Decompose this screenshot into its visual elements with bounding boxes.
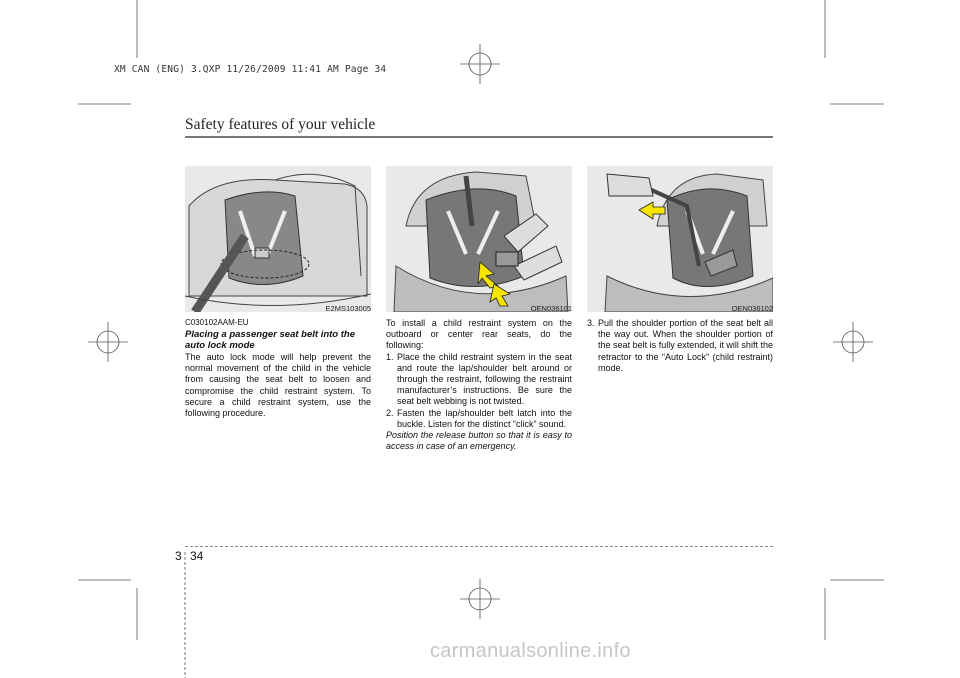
printer-slug: XM CAN (ENG) 3.QXP 11/26/2009 11:41 AM Page 34 (114, 64, 387, 75)
list-item (386, 408, 572, 430)
footer-rule (185, 546, 773, 547)
step-text: Pull the shoulder portion of the seat belt all the way out. When the shoulder portion of the seat belt is fully extended, it will shift the retractor to the “Auto Lock” (child restraint) mode. (598, 318, 773, 373)
body-paragraph: The auto lock mode will help prevent the normal movement of the child in the vehicle from causing the seat belt to loosen and compromise the child restraint system. To secure a child restraint system, use the following procedure. (185, 352, 371, 419)
figure-code: E2MS103005 (325, 304, 371, 313)
registration-target-left (88, 322, 128, 362)
section-title: Safety features of your vehicle (185, 116, 376, 133)
step-text: Place the child restraint system in the seat and route the lap/shoulder belt around or through the restraint, following the restraint manufacturer’s instructions. Be sure the seat belt webbing is not twisted. (397, 351, 572, 407)
note-paragraph: Position the release button so that it is easy to access in case of an emergency. (386, 430, 572, 452)
step-number: 1. (386, 351, 394, 362)
figure-fasten-latch (386, 166, 572, 312)
registration-target-right (833, 322, 873, 362)
step-number: 3. (587, 318, 595, 328)
fasten-latch-illustration (386, 166, 572, 312)
child-seat-auto-lock-illustration (185, 166, 371, 312)
step-text: Fasten the lap/shoulder belt latch into the buckle. Listen for the distinct “click” sound. (397, 407, 572, 429)
header-rule (185, 136, 773, 138)
section-code: C030102AAM-EU (185, 318, 249, 327)
column-2 (386, 318, 572, 452)
registration-target-bottom (460, 579, 500, 619)
page-number: 34 (190, 549, 204, 563)
figure-code: OEN036101 (530, 304, 572, 313)
intro-paragraph: To install a child restraint system on the outboard or center rear seats, do the following: (386, 318, 572, 351)
figure-pull-shoulder-belt (587, 166, 773, 312)
list-item (587, 318, 773, 374)
figure-code: OEN036102 (731, 304, 773, 313)
step-number: 2. (386, 407, 394, 418)
list-item (386, 352, 572, 408)
column-1 (185, 318, 371, 419)
subsection-heading: Placing a passenger seat belt into the auto lock mode (185, 329, 355, 351)
column-3 (587, 318, 773, 374)
pull-shoulder-belt-illustration (587, 166, 773, 312)
watermark: carmanualsonline.info (430, 640, 631, 662)
figure-child-seat-auto-lock (185, 166, 371, 312)
chapter-number: 3 (175, 549, 182, 563)
registration-target-top (460, 44, 500, 84)
